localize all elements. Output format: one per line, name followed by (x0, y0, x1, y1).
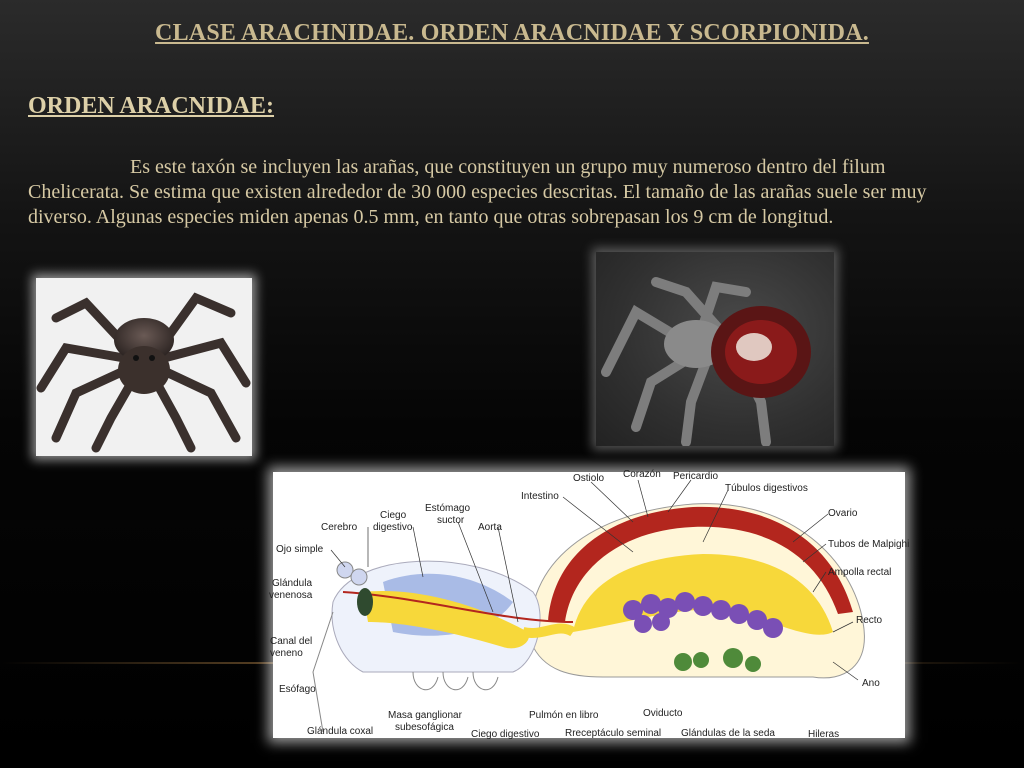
label-ovario: Ovario (828, 508, 858, 519)
label-ostiolo: Ostiolo (573, 473, 605, 484)
label-pulmon-en-libro: Pulmón en libro (529, 710, 599, 721)
anatomy-drawing (273, 472, 905, 738)
section-heading: ORDEN ARACNIDAE: (28, 93, 275, 119)
label-tubulos-digestivos: Túbulos digestivos (725, 483, 808, 494)
label-oviducto: Oviducto (643, 708, 683, 719)
label-subesofagica: subesofágica (395, 722, 454, 733)
label-venenosa: venenosa (269, 590, 313, 601)
paragraph-text: Es este taxón se incluyen las arañas, que constituyen un grupo muy numeroso dentro del filum Chelicerata. Se estima que existen alrededor de 30 000 especies descritas. El tamaño de las arañas suele ser muy diverso. Algunas especies miden apenas 0.5 mm, en tanto que otras sobrepasan los 9 cm de longitud. (28, 156, 927, 228)
spider-anatomy-diagram (269, 469, 910, 740)
label-aorta: Aorta (478, 522, 502, 533)
label-ano: Ano (862, 678, 880, 689)
label-ampolla-rectal: Ampolla rectal (828, 567, 892, 578)
label-cerebro: Cerebro (321, 522, 358, 533)
tarantula-photo-red (596, 252, 834, 446)
label-ojo-simple: Ojo simple (276, 544, 324, 555)
label-intestino: Intestino (521, 491, 559, 502)
label-hileras: Hileras (808, 729, 840, 740)
label-tubos-malpighi: Tubos de Malpighi (828, 539, 910, 550)
label-pericardio: Pericardio (673, 471, 719, 482)
label-estomago: Estómago (425, 503, 471, 514)
slide-title: CLASE ARACHNIDAE. ORDEN ARACNIDAE Y SCORPIONIDA. (155, 20, 869, 46)
label-digestivo: digestivo (373, 522, 413, 533)
label-glandulas-seda: Glándulas de la seda (681, 728, 775, 739)
label-esofago: Esófago (279, 684, 316, 695)
label-masa-ganglionar: Masa ganglionar (388, 710, 462, 721)
label-glandula-coxal: Glándula coxal (307, 726, 374, 737)
label-ciego: Ciego (380, 510, 407, 521)
label-ciego-digestivo: Ciego digestivo (471, 729, 540, 740)
spider-illustration-red (596, 252, 834, 446)
tarantula-photo-white (36, 278, 252, 456)
label-receptaculo-seminal: Rreceptáculo seminal (565, 728, 662, 739)
label-recto: Recto (856, 615, 883, 626)
label-suctor: suctor (437, 515, 465, 526)
label-corazon: Corazón (623, 469, 661, 480)
label-veneno: veneno (270, 648, 303, 659)
label-canal: Canal del (270, 636, 313, 647)
label-glandula: Glándula (272, 578, 313, 589)
body-paragraph (28, 155, 928, 230)
spider-illustration (36, 278, 252, 456)
